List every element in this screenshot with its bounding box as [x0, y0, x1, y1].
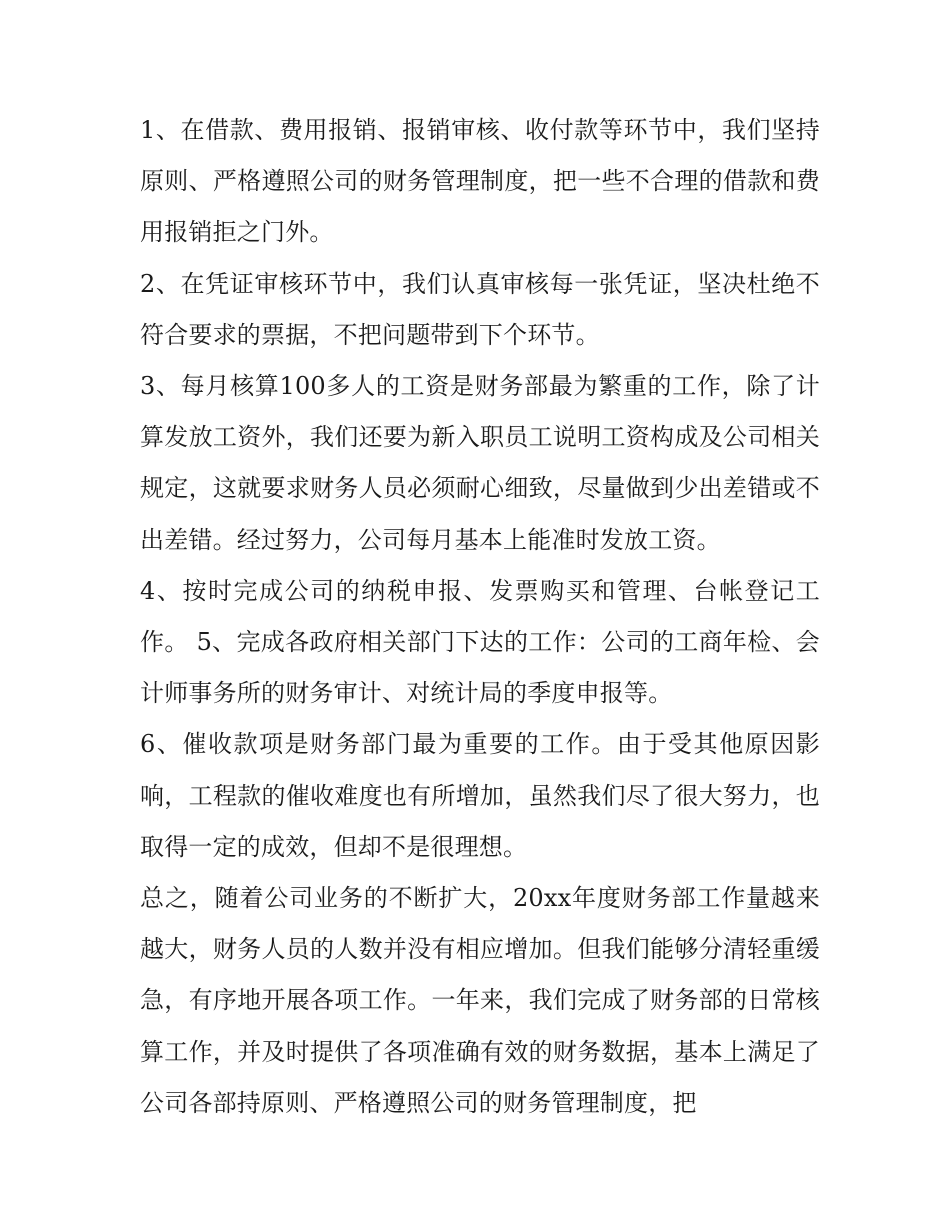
paragraph-1: 1、在借款、费用报销、报销审核、收付款等环节中，我们坚持原则、严格遵照公司的财务管理制度，把一些不合理的借款和费用报销拒之门外。 — [140, 116, 820, 247]
paragraph-2: 2、在凭证审核环节中，我们认真审核每一张凭证，坚决杜绝不符合要求的票据，不把问题带到下个环节。 — [140, 269, 820, 349]
document-body — [140, 105, 820, 1129]
paragraph-5: 6、催收款项是财务部门最为重要的工作。由于受其他原因影响，工程款的催收难度也有所增加，虽然我们尽了很大努力，也取得一定的成效，但却不是很理想。 — [140, 730, 820, 861]
paragraph-3: 3、每月核算100多人的工资是财务部最为繁重的工作，除了计算发放工资外，我们还要为新入职员工说明工资构成及公司相关规定，这就要求财务人员必须耐心细致，尽量做到少出差错或不出差错。经过努力，公司每月基本上能准时发放工资。 — [140, 372, 820, 554]
paragraph-6: 总之，随着公司业务的不断扩大，20xx年度财务部工作量越来越大，财务人员的人数并没有相应增加。但我们能够分清轻重缓急，有序地开展各项工作。一年来，我们完成了财务部的日常核算工作，并及时提供了各项准确有效的财务数据，基本上满足了公司各部持原则、严格遵照公司的财务管理制度，把 — [140, 884, 820, 1117]
paragraph-4: 4、按时完成公司的纳税申报、发票购买和管理、台帐登记工作。 5、完成各政府相关部门下达的工作：公司的工商年检、会计师事务所的财务审计、对统计局的季度申报等。 — [140, 576, 820, 708]
